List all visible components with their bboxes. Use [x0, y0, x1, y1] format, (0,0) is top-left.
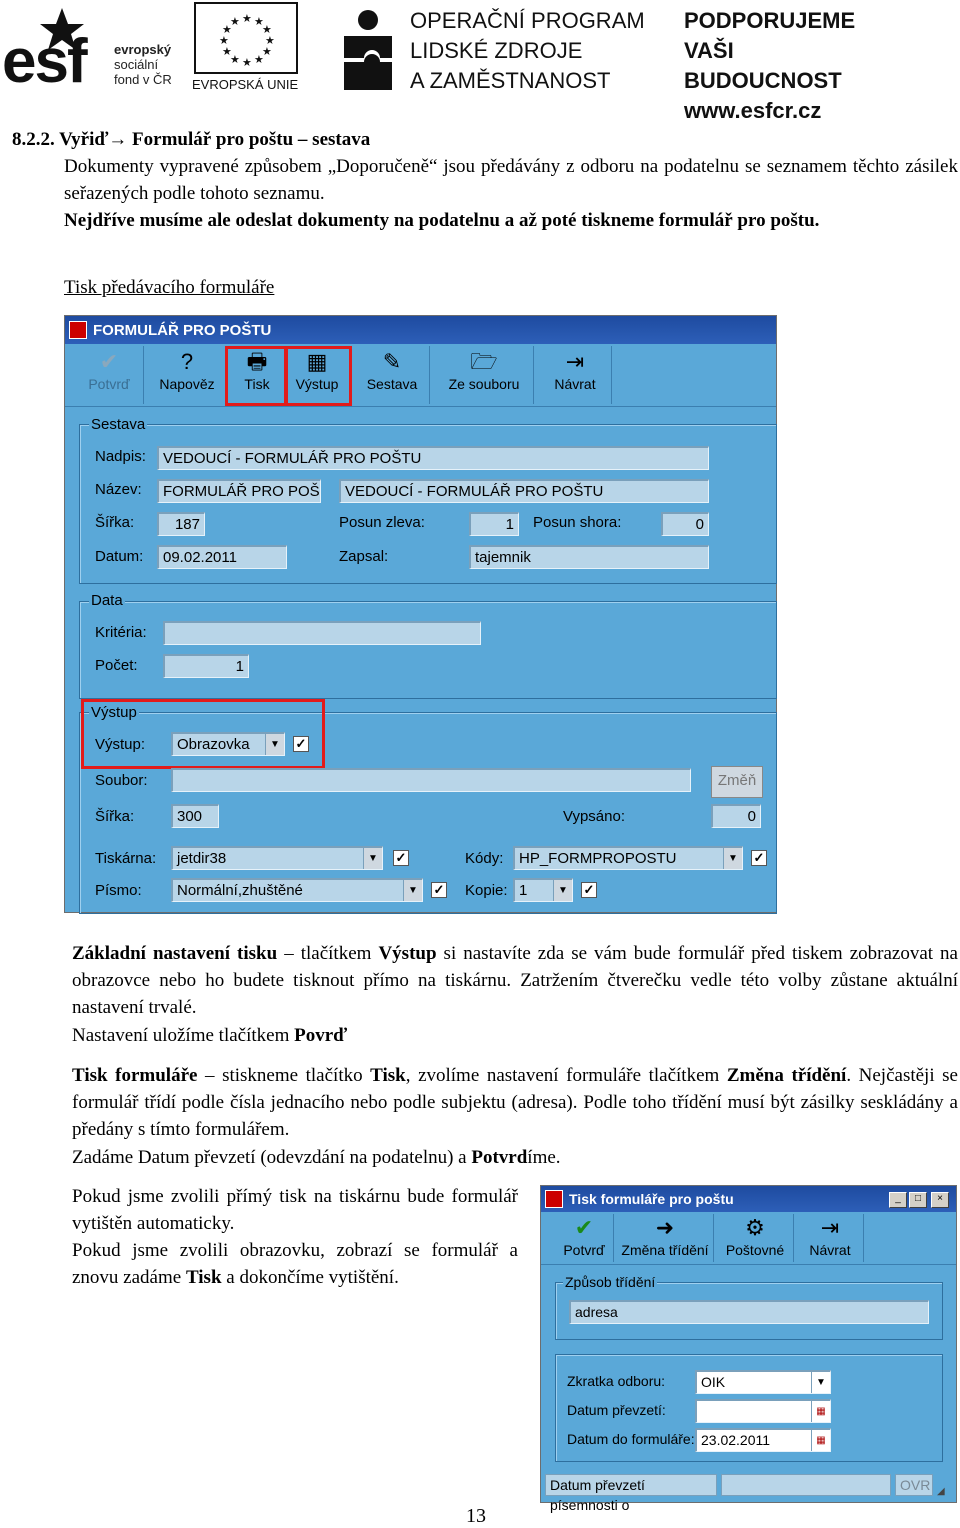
- criteria-field[interactable]: [163, 621, 481, 645]
- status-bar-middle: [721, 1474, 891, 1496]
- output-icon: ▦: [306, 349, 328, 374]
- eu-label: EVROPSKÁ UNIE: [192, 77, 299, 92]
- print-button[interactable]: 🖶 Tisk: [229, 346, 286, 404]
- op-line-3: A ZAMĚSTNANOST: [410, 68, 611, 93]
- app-icon: [69, 321, 87, 339]
- esf-line-3: fond v ČR: [114, 72, 172, 87]
- printer-select[interactable]: jetdir38 ▼: [171, 846, 383, 870]
- svg-text:★: ★: [222, 45, 232, 58]
- esf-logo: [2, 2, 182, 94]
- warning-paragraph: Nejdříve musíme ale odeslat dokumenty na podatelnu a až poté tiskneme formulář pro poštu.: [64, 210, 820, 231]
- from-file-button[interactable]: 🗁 Ze souboru: [435, 346, 534, 404]
- heading-field[interactable]: VEDOUCÍ - FORMULÁŘ PRO POŠTU: [157, 446, 709, 470]
- help-icon: ?: [180, 349, 194, 374]
- eu-logo: [192, 2, 304, 94]
- check-icon: ✔: [99, 349, 119, 374]
- output-select[interactable]: Obrazovka ▼: [171, 732, 285, 756]
- esf-logo-text: esf: [2, 27, 86, 96]
- eu-stars-icon: [196, 4, 296, 72]
- intro-paragraph: Dokumenty vypravené způsobem „Doporučeně“ jsou předávány z odboru na podatelnu se seznamem těchto zásilek seřazených podle tohoto seznamu.: [64, 156, 958, 204]
- page-number: 13: [466, 1505, 486, 1527]
- op-line-2: LIDSKÉ ZDROJE: [410, 38, 583, 63]
- name-description-field[interactable]: VEDOUCÍ - FORMULÁŘ PRO POŠTU: [339, 479, 709, 503]
- printed-field[interactable]: 0: [711, 804, 761, 828]
- date-field[interactable]: 09.02.2011: [157, 545, 287, 569]
- codes-select[interactable]: HP_FORMPROPOSTU ▼: [513, 846, 743, 870]
- date-label: Datum:: [95, 548, 144, 565]
- section-heading: 8.2.2. Vyřiď→ Formulář pro poštu – sestava: [12, 129, 371, 150]
- printed-label: Vypsáno:: [563, 808, 625, 825]
- count-field[interactable]: 1: [163, 654, 249, 678]
- svg-text:★: ★: [265, 34, 275, 47]
- data-group-label: Data: [91, 592, 123, 609]
- change-file-button[interactable]: Změň: [711, 766, 763, 798]
- printer-checkbox[interactable]: ✓: [393, 850, 409, 866]
- heading-label: Nadpis:: [95, 448, 146, 465]
- form-toolbar: [65, 344, 776, 407]
- svg-text:★: ★: [230, 53, 240, 66]
- output-width-label: Šířka:: [95, 808, 135, 825]
- sort-field[interactable]: adresa: [569, 1300, 929, 1324]
- svg-text:★: ★: [219, 34, 229, 47]
- codes-checkbox[interactable]: ✓: [751, 850, 767, 866]
- data-group: [79, 601, 777, 699]
- form-window: [64, 315, 777, 913]
- report-group-label: Sestava: [91, 416, 146, 433]
- slogan-line-2: VAŠI BUDOUCNOST: [684, 38, 842, 93]
- printer-icon: 🖶: [246, 349, 268, 374]
- written-by-label: Zapsal:: [339, 548, 389, 565]
- copies-label: Kopie:: [465, 882, 508, 899]
- svg-text:★: ★: [262, 23, 272, 36]
- esf-url[interactable]: www.esfcr.cz: [684, 98, 822, 123]
- confirm-button[interactable]: ✔ Potvrď: [75, 346, 144, 404]
- copies-select[interactable]: 1 ▼: [513, 878, 573, 902]
- codes-label: Kódy:: [465, 850, 504, 867]
- output-button[interactable]: ▦ Výstup: [285, 346, 350, 404]
- font-select[interactable]: Normální,zhuštěné ▼: [171, 878, 423, 902]
- report-button[interactable]: ✎ Sestava: [355, 346, 430, 404]
- output-label: Výstup:: [95, 736, 146, 753]
- direct-print-paragraph: Pokud jsme zvolili přímý tisk na tiskárnu bude formulář vytištěn automaticky.: [72, 1186, 518, 1234]
- file-label: Soubor:: [95, 772, 148, 789]
- criteria-label: Kritéria:: [95, 624, 147, 641]
- chevron-down-icon[interactable]: ▼: [363, 848, 382, 869]
- copies-checkbox[interactable]: ✓: [581, 882, 597, 898]
- offset-left-field[interactable]: 1: [469, 512, 519, 536]
- highlight-output: [285, 346, 352, 406]
- postage-button[interactable]: ⚙ Poštovné: [717, 1214, 794, 1262]
- return-button[interactable]: ⇥ Návrat: [797, 1214, 864, 1262]
- svg-text:★: ★: [254, 15, 264, 28]
- width-label: Šířka:: [95, 514, 135, 531]
- department-select[interactable]: OIK ▼: [695, 1370, 831, 1394]
- print-form-paragraph: Tisk formuláře – stiskneme tlačítko Tisk, zvolíme nastavení formuláře tlačítkem Změna třídění. Nejčastěji se formulář třídí podle čísla jednacího nebo podle subjektu (adresa). Podle toho třídění musí být zásilky seskládány a předány s tímto formulářem.: [72, 1065, 958, 1140]
- app-icon: [545, 1190, 563, 1208]
- printer-label: Tiskárna:: [95, 850, 157, 867]
- save-settings-paragraph: Nastavení uložíme tlačítkem Povrď: [72, 1025, 348, 1046]
- offset-top-label: Posun shora:: [533, 514, 622, 531]
- op-logo: [336, 2, 896, 123]
- puzzle-person-icon: [336, 6, 400, 92]
- name-field[interactable]: FORMULÁŘ PRO POŠ: [157, 479, 321, 503]
- handover-date-label: Datum převzetí:: [567, 1402, 666, 1418]
- svg-text:★: ★: [254, 53, 264, 66]
- width-field[interactable]: 187: [157, 512, 205, 536]
- gears-icon: ⚙: [745, 1215, 765, 1240]
- font-label: Písmo:: [95, 882, 142, 899]
- pencil-icon: ✎: [382, 349, 402, 374]
- esf-logo-mark: [2, 2, 106, 96]
- svg-text:★: ★: [242, 56, 252, 69]
- highlight-print: [225, 346, 287, 406]
- font-checkbox[interactable]: ✓: [431, 882, 447, 898]
- form-window-titlebar[interactable]: [65, 316, 776, 344]
- screen-print-paragraph: Pokud jsme zvolili obrazovku, zobrazí se formulář a znovu zadáme Tisk a dokončíme vytištění.: [72, 1240, 518, 1288]
- form-date-field[interactable]: 23.02.2011 ▦: [695, 1428, 831, 1452]
- minimize-button[interactable]: _: [889, 1192, 907, 1208]
- maximize-button[interactable]: □: [909, 1192, 927, 1208]
- svg-text:★: ★: [222, 23, 232, 36]
- svg-text:★: ★: [262, 45, 272, 58]
- file-field[interactable]: [171, 768, 691, 792]
- handover-date-field[interactable]: [695, 1399, 831, 1423]
- print-form-window: [540, 1185, 957, 1513]
- print-toolbar: [541, 1212, 956, 1265]
- change-sort-button[interactable]: ➜ Změna třídění: [617, 1214, 714, 1262]
- department-label: Zkratka odboru:: [567, 1373, 666, 1389]
- calendar-icon[interactable]: ▦: [811, 1401, 830, 1422]
- chevron-down-icon[interactable]: ▼: [265, 734, 284, 755]
- return-button[interactable]: ⇥ Návrat: [539, 346, 612, 404]
- form-window-title: FORMULÁŘ PRO POŠTU: [93, 321, 272, 339]
- print-form-link[interactable]: Tisk předávacího formuláře: [64, 277, 275, 298]
- chevron-down-icon[interactable]: ▼: [553, 880, 572, 901]
- chevron-down-icon[interactable]: ▼: [403, 880, 422, 901]
- calendar-icon[interactable]: ▦: [811, 1430, 830, 1451]
- output-width-field[interactable]: 300: [171, 804, 219, 828]
- arrow-right-icon: ➜: [655, 1215, 675, 1240]
- output-remember-checkbox[interactable]: ✓: [293, 736, 309, 752]
- output-group-label: Výstup: [91, 704, 137, 721]
- check-icon: ✔: [574, 1215, 594, 1240]
- written-by-field[interactable]: tajemnik: [469, 545, 709, 569]
- exit-icon: ⇥: [820, 1215, 840, 1240]
- chevron-down-icon[interactable]: ▼: [723, 848, 742, 869]
- slogan-line-1: PODPORUJEME: [684, 8, 856, 33]
- count-label: Počet:: [95, 657, 138, 674]
- exit-icon: ⇥: [565, 349, 585, 374]
- status-bar-text: Datum převzetí písemnosti o: [545, 1474, 717, 1496]
- esf-line-1: evropský: [114, 42, 172, 57]
- svg-text:★: ★: [242, 12, 252, 25]
- esf-line-2: sociální: [114, 57, 159, 72]
- resize-grip-icon[interactable]: ◢: [937, 1486, 945, 1497]
- eu-flag: [194, 2, 298, 74]
- confirm-button[interactable]: ✔ Potvrď: [555, 1214, 614, 1262]
- svg-text:★: ★: [230, 15, 240, 28]
- chevron-down-icon[interactable]: ▼: [811, 1372, 830, 1393]
- name-label: Název:: [95, 481, 142, 498]
- print-window-title: Tisk formuláře pro poštu: [569, 1191, 734, 1207]
- sort-group-label: Způsob třídění: [565, 1274, 656, 1290]
- op-line-1: OPERAČNÍ PROGRAM: [410, 8, 645, 33]
- close-button[interactable]: ×: [931, 1192, 949, 1208]
- print-settings-paragraph: Základní nastavení tisku – tlačítkem Výstup si nastavíte zda se vám bude formulář před tiskem zobrazovat na obrazovce nebo ho budete tisknout přímo na tiskárnu. Zatržením čtverečku vedle této volby zůstane aktuální nastavení trvalé.: [72, 943, 958, 1018]
- form-date-label: Datum do formuláře:: [567, 1431, 695, 1447]
- help-button[interactable]: ? Napověz: [147, 346, 228, 404]
- offset-top-field[interactable]: 0: [661, 512, 709, 536]
- offset-left-label: Posun zleva:: [339, 514, 425, 531]
- date-paragraph: Zadáme Datum převzetí (odevzdání na podatelnu) a Potvrdíme.: [72, 1147, 561, 1168]
- ovr-indicator: OVR: [895, 1474, 933, 1496]
- open-folder-icon: 🗁: [470, 349, 498, 374]
